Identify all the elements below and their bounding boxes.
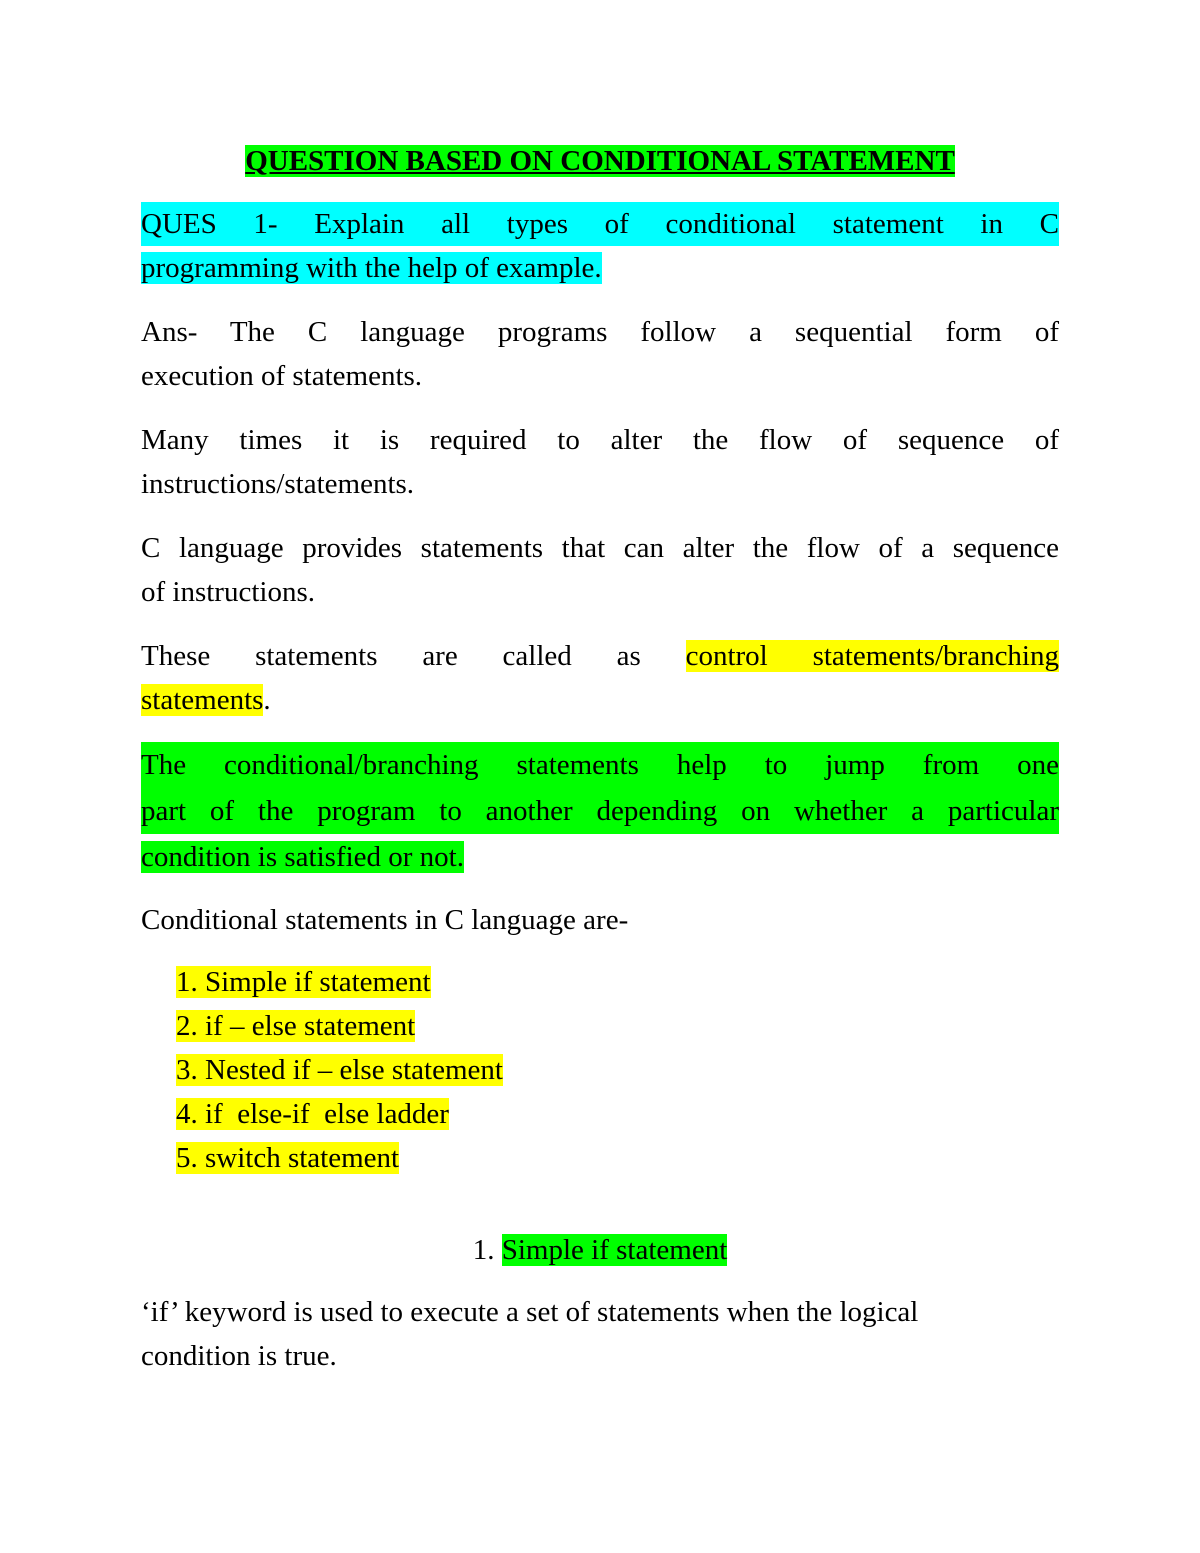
document-title (141, 139, 1059, 183)
list-item: 1. Simple if statement (176, 966, 431, 998)
answer-paragraph-2 (141, 418, 1059, 506)
answer-p2-line-1: Many times it is required to alter the flow of sequence of (141, 424, 1059, 456)
statements-highlight: statements (141, 684, 264, 716)
section-heading-text: Simple if statement (501, 1234, 728, 1266)
closing-line-1: ‘if’ keyword is used to execute a set of statements when the logical (141, 1296, 919, 1328)
list-item: 5. switch statement (176, 1142, 400, 1174)
control-statements-highlight: control statements/branching (685, 640, 1059, 672)
answer-p4-suffix: . (263, 684, 271, 716)
answer-p5-line-1: The conditional/branching statements help to jump from one (141, 742, 1059, 788)
closing-line-2: condition is true. (141, 1340, 337, 1372)
question (141, 202, 1059, 290)
list-item: 4. if else-if else ladder (176, 1098, 449, 1130)
question-line-1: QUES 1- Explain all types of conditional statement in C (141, 202, 1059, 246)
answer-p5-line-2: part of the program to another depending on whether a particular (141, 788, 1059, 834)
answer-paragraph-5 (141, 742, 1059, 880)
answer-paragraph-6: Conditional statements in C language are- (141, 904, 629, 936)
answer-p3-line-1: C language provides statements that can alter the flow of a sequence (141, 532, 1059, 564)
answer-p2-line-2: instructions/statements. (141, 468, 415, 500)
question-line-2: programming with the help of example. (141, 252, 602, 284)
list-item: 3. Nested if – else statement (176, 1054, 503, 1086)
section-heading (141, 1228, 1059, 1272)
section-number: 1. (472, 1234, 502, 1266)
answer-p1-line-1: Ans- The C language programs follow a sequential form of (141, 316, 1059, 348)
answer-p4-line-1 (141, 634, 1059, 678)
title-text: QUESTION BASED ON CONDITIONAL STATEMENT (245, 145, 955, 177)
conditional-statements-list (176, 960, 1059, 1180)
answer-paragraph-3 (141, 526, 1059, 614)
document-body (141, 139, 1059, 1378)
answer-paragraph-1 (141, 310, 1059, 398)
answer-paragraph-4 (141, 634, 1059, 722)
closing-paragraph (141, 1290, 1059, 1378)
answer-p1-line-2: execution of statements. (141, 360, 423, 392)
answer-p3-line-2: of instructions. (141, 576, 315, 608)
answer-p4-line-2 (141, 678, 1059, 722)
answer-p5-line-3: condition is satisfied or not. (141, 841, 464, 873)
answer-p4-prefix: These statements are called as (141, 640, 686, 672)
list-item: 2. if – else statement (176, 1010, 416, 1042)
